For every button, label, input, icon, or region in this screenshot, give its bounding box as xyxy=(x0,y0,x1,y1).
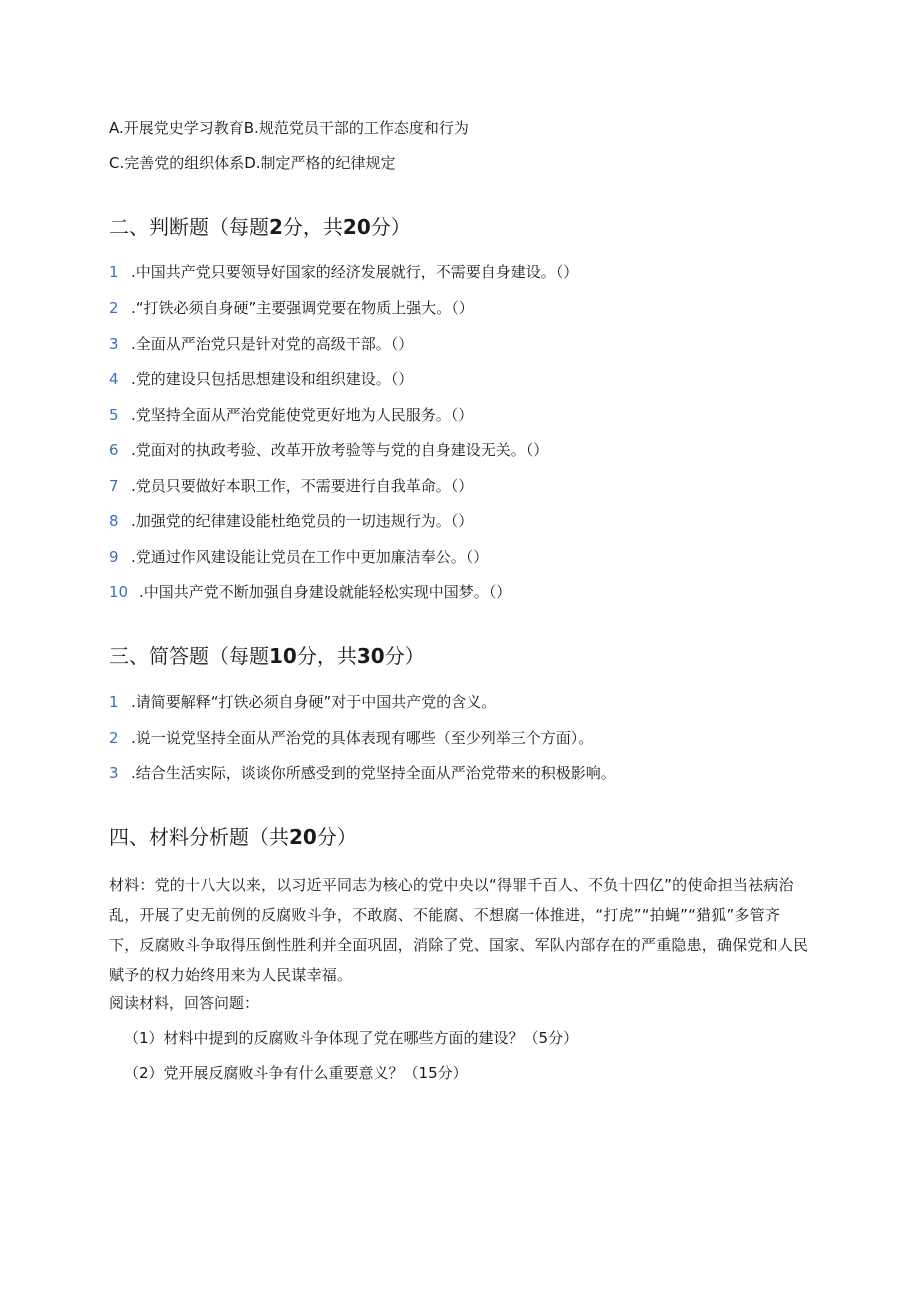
section-title-total: 20 xyxy=(342,215,371,239)
question-number: 1 xyxy=(109,263,119,281)
section-title-part: 三、简答题（每题 xyxy=(109,644,269,668)
option-line-cd: C.完善党的组织体系D.制定严格的纪律规定 xyxy=(109,154,396,172)
judgement-item xyxy=(109,262,578,282)
short-answer-item xyxy=(109,692,496,712)
section-title-part: 分） xyxy=(370,215,411,239)
question-number: 1 xyxy=(109,693,119,711)
section-title-judgement xyxy=(109,213,411,241)
section-title-score: 2 xyxy=(269,215,283,239)
section-title-total: 30 xyxy=(356,644,385,668)
section-title-part: 分） xyxy=(384,644,425,668)
question-number: 3 xyxy=(109,335,119,353)
short-answer-item xyxy=(109,728,593,748)
question-text: .加强党的纪律建设能杜绝党员的一切违规行为。（） xyxy=(131,512,474,530)
judgement-item xyxy=(109,405,473,425)
question-number: 2 xyxy=(109,299,119,317)
question-number: 9 xyxy=(109,548,119,566)
short-answer-item xyxy=(109,763,616,783)
section-title-total: 20 xyxy=(289,825,317,849)
section-title-part: 四、材料分析题（共 xyxy=(109,825,289,849)
question-number: 4 xyxy=(109,370,119,388)
question-number: 8 xyxy=(109,512,119,530)
question-text: .党面对的执政考验、改革开放考验等与党的自身建设无关。（） xyxy=(131,441,549,459)
section-title-part: 分） xyxy=(316,825,357,849)
material-question-2: （2）党开展反腐败斗争有什么重要意义？（15分） xyxy=(124,1064,468,1082)
question-text: .全面从严治党只是针对党的高级干部。（） xyxy=(131,335,414,353)
section-title-part: 分，共 xyxy=(282,215,343,239)
question-text: .党员只要做好本职工作，不需要进行自我革命。（） xyxy=(131,477,474,495)
question-number: 7 xyxy=(109,477,119,495)
question-text: .请简要解释“打铁必须自身硬”对于中国共产党的含义。 xyxy=(131,693,497,711)
question-text: .中国共产党不断加强自身建设就能轻松实现中国梦。（） xyxy=(139,583,512,601)
option-line-ab: A.开展党史学习教育B.规范党员干部的工作态度和行为 xyxy=(109,119,469,137)
section-title-score: 10 xyxy=(269,644,297,668)
judgement-item xyxy=(109,476,473,496)
question-text: .党通过作风建设能让党员在工作中更加廉洁奉公。（） xyxy=(131,548,489,566)
question-number: 2 xyxy=(109,729,119,747)
section-title-part: 分，共 xyxy=(296,644,357,668)
judgement-item xyxy=(109,369,413,389)
judgement-item xyxy=(109,511,473,531)
question-number: 3 xyxy=(109,764,119,782)
question-text: .党坚持全面从严治党能使党更好地为人民服务。（） xyxy=(131,406,474,424)
section-title-material-analysis xyxy=(109,823,357,851)
section-title-part: 二、判断题（每题 xyxy=(109,215,269,239)
judgement-item xyxy=(109,582,511,602)
judgement-item xyxy=(109,298,474,318)
judgement-item xyxy=(109,440,548,460)
question-text: .党的建设只包括思想建设和组织建设。（） xyxy=(131,370,414,388)
judgement-item xyxy=(109,334,413,354)
material-paragraph: 材料：党的十八大以来，以习近平同志为核心的党中央以“得罪千百人、不负十四亿”的使命担当祛病治乱，开展了史无前例的反腐败斗争，不敢腐、不能腐、不想腐一体推进，“打虎”“拍蝇”“猎狐”多管齐下，反腐败斗争取得压倒性胜利并全面巩固，消除了党、国家、军队内部存在的严重隐患，确保党和人民赋予的权力始终用来为人民谋幸福。 xyxy=(109,876,809,984)
material-question-1: （1）材料中提到的反腐败斗争体现了党在哪些方面的建设？（5分） xyxy=(124,1029,579,1047)
question-text: .中国共产党只要领导好国家的经济发展就行，不需要自身建设。（） xyxy=(131,263,579,281)
section-title-short-answer xyxy=(109,642,425,670)
judgement-item xyxy=(109,547,488,567)
question-number: 6 xyxy=(109,441,119,459)
question-text: .说一说党坚持全面从严治党的具体表现有哪些（至少列举三个方面）。 xyxy=(131,729,594,747)
question-number: 5 xyxy=(109,406,119,424)
material-prompt: 阅读材料，回答问题： xyxy=(109,994,260,1012)
question-text: .结合生活实际，谈谈你所感受到的党坚持全面从严治党带来的积极影响。 xyxy=(131,764,616,782)
question-text: .“打铁必须自身硬”主要强调党要在物质上强大。（） xyxy=(131,299,474,317)
question-number: 10 xyxy=(109,583,129,601)
